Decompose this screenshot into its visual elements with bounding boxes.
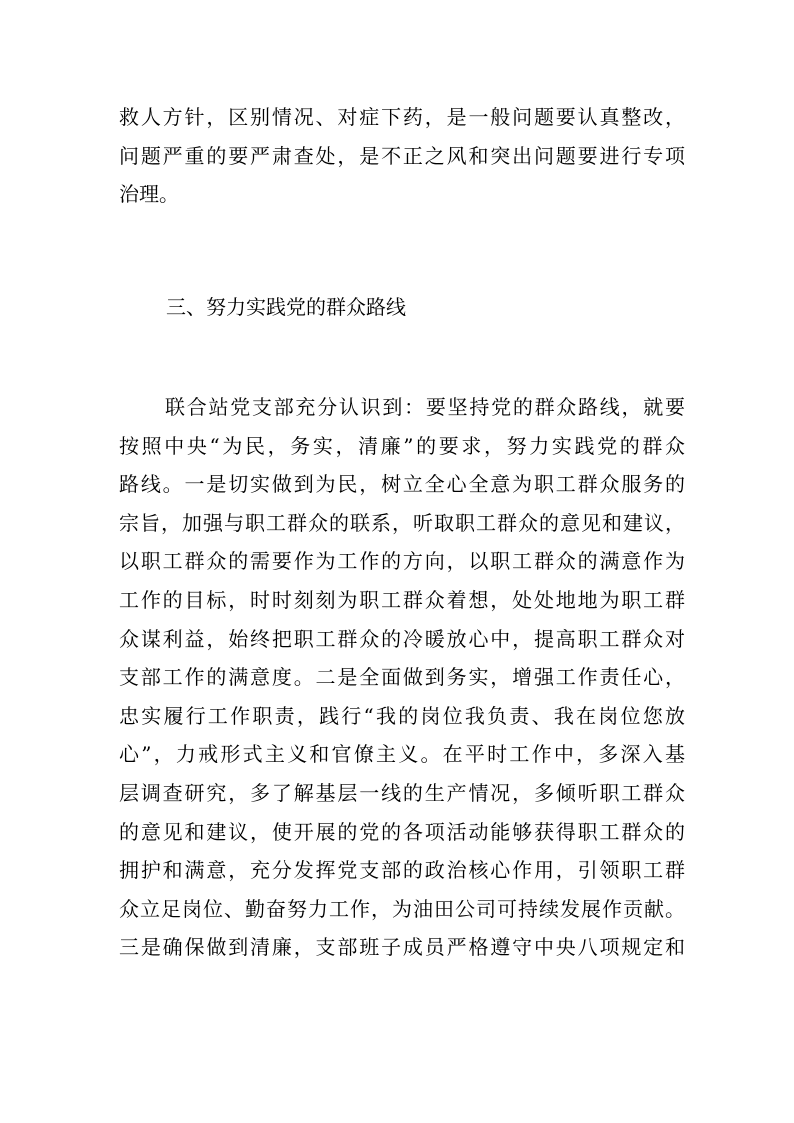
paragraph-line: 心”，力戒形式主义和官僚主义。在平时工作中，多深入基 [119,742,685,767]
paragraph-line: 工作的目标，时时刻刻为职工群众着想，处处地地为职工群 [119,587,685,612]
paragraph-line: 治理。 [119,182,179,207]
paragraph-line: 以职工群众的需要作为工作的方向，以职工群众的满意作为 [119,549,685,574]
paragraph-line: 支部工作的满意度。二是全面做到务实，增强工作责任心， [119,665,685,690]
paragraph-line: 按照中央“为民，务实，清廉”的要求，努力实践党的群众 [119,433,685,458]
paragraph-line: 层调查研究，多了解基层一线的生产情况，多倾听职工群众 [119,780,685,805]
paragraph-line: 拥护和满意，充分发挥党支部的政治核心作用，引领职工群 [119,858,685,883]
paragraph-continuation [119,98,685,214]
paragraph-body [119,388,685,967]
section-heading: 三、努力实践党的群众路线 [166,295,406,319]
paragraph-line: 众立足岗位、勤奋努力工作，为油田公司可持续发展作贡献。 [119,896,685,921]
paragraph-line: 联合站党支部充分认识到：要坚持党的群众路线，就要 [165,395,685,419]
paragraph-line: 众谋利益，始终把职工群众的冷暖放心中，提高职工群众对 [119,626,685,651]
paragraph-line: 的意见和建议，使开展的党的各项活动能够获得职工群众的 [119,819,685,844]
paragraph-line: 宗旨，加强与职工群众的联系，听取职工群众的意见和建议， [119,510,685,535]
paragraph-line: 忠实履行工作职责，践行“我的岗位我负责、我在岗位您放 [119,703,685,728]
paragraph-line: 路线。一是切实做到为民，树立全心全意为职工群众服务的 [119,472,685,497]
paragraph-line: 问题严重的要严肃查处，是不正之风和突出问题要进行专项 [119,143,685,168]
paragraph-line: 救人方针，区别情况、对症下药，是一般问题要认真整改， [119,105,685,129]
paragraph-line: 三是确保做到清廉，支部班子成员严格遵守中央八项规定和 [119,935,685,960]
